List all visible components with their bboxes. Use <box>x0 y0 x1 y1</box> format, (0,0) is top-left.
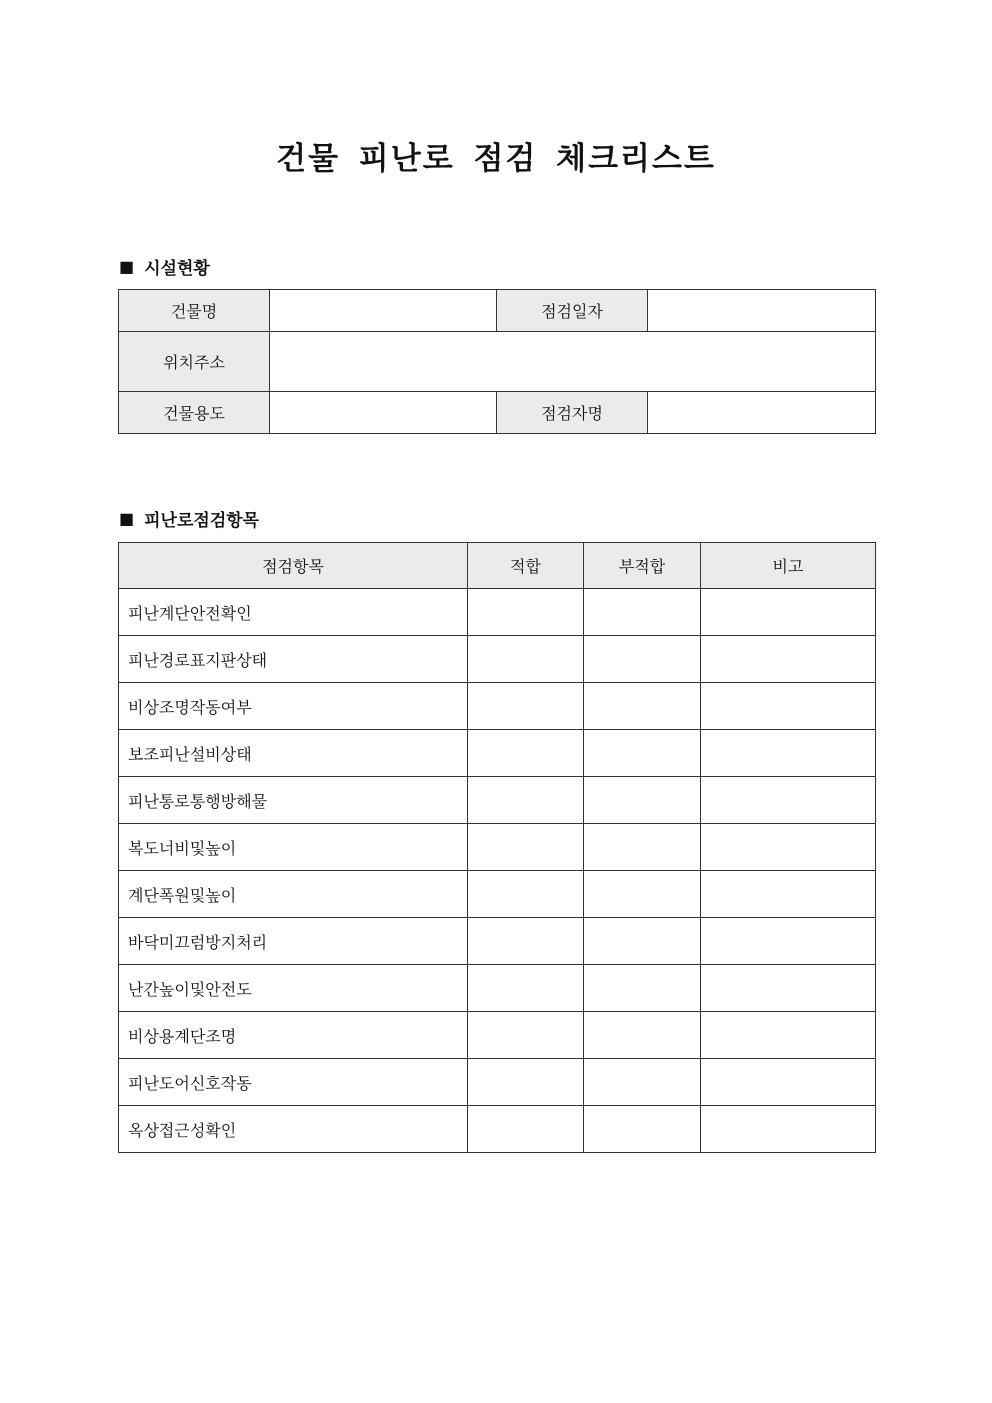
checklist-header-row <box>119 543 876 589</box>
fail-cell[interactable] <box>584 1059 701 1106</box>
pass-cell[interactable] <box>468 777 584 824</box>
fail-cell[interactable] <box>584 683 701 730</box>
column-header-fail: 부적합 <box>584 543 701 589</box>
fail-cell[interactable] <box>584 589 701 636</box>
checklist-section-heading <box>119 506 259 531</box>
checklist-item-label: 피난통로통행방해물 <box>119 777 468 824</box>
fail-cell[interactable] <box>584 730 701 777</box>
table-row <box>119 965 876 1012</box>
table-row <box>119 1012 876 1059</box>
checklist-item-label: 피난계단안전확인 <box>119 589 468 636</box>
remarks-cell[interactable] <box>701 683 876 730</box>
remarks-cell[interactable] <box>701 730 876 777</box>
pass-cell[interactable] <box>468 918 584 965</box>
checklist-item-label: 피난경로표지판상태 <box>119 636 468 683</box>
pass-cell[interactable] <box>468 1012 584 1059</box>
table-row <box>119 589 876 636</box>
remarks-cell[interactable] <box>701 1012 876 1059</box>
checklist-item-label: 계단폭원및높이 <box>119 871 468 918</box>
pass-cell[interactable] <box>468 871 584 918</box>
remarks-cell[interactable] <box>701 918 876 965</box>
table-row <box>119 730 876 777</box>
checklist-item-label: 난간높이및안전도 <box>119 965 468 1012</box>
remarks-cell[interactable] <box>701 965 876 1012</box>
facility-row <box>119 332 876 392</box>
square-bullet-icon: ■ <box>119 509 135 528</box>
inspection-date-label: 점검일자 <box>497 290 648 332</box>
table-row <box>119 824 876 871</box>
table-row <box>119 918 876 965</box>
fail-cell[interactable] <box>584 871 701 918</box>
pass-cell[interactable] <box>468 636 584 683</box>
remarks-cell[interactable] <box>701 1106 876 1153</box>
facility-section-heading <box>119 254 210 279</box>
checklist-item-label: 비상용계단조명 <box>119 1012 468 1059</box>
building-name-label: 건물명 <box>119 290 270 332</box>
pass-cell[interactable] <box>468 730 584 777</box>
checklist-item-label: 복도너비및높이 <box>119 824 468 871</box>
facility-row <box>119 290 876 332</box>
table-row <box>119 636 876 683</box>
building-name-field[interactable] <box>270 290 497 332</box>
address-label: 위치주소 <box>119 332 270 392</box>
fail-cell[interactable] <box>584 1012 701 1059</box>
address-field[interactable] <box>270 332 876 392</box>
fail-cell[interactable] <box>584 918 701 965</box>
remarks-cell[interactable] <box>701 1059 876 1106</box>
fail-cell[interactable] <box>584 777 701 824</box>
fail-cell[interactable] <box>584 1106 701 1153</box>
pass-cell[interactable] <box>468 824 584 871</box>
checklist-item-label: 바닥미끄럼방지처리 <box>119 918 468 965</box>
checklist-item-label: 피난도어신호작동 <box>119 1059 468 1106</box>
inspector-label: 점검자명 <box>497 392 648 434</box>
fail-cell[interactable] <box>584 824 701 871</box>
remarks-cell[interactable] <box>701 589 876 636</box>
page-title: 건물 피난로 점검 체크리스트 <box>276 141 716 177</box>
checklist-section-title: 피난로점검항목 <box>144 511 260 531</box>
pass-cell[interactable] <box>468 589 584 636</box>
pass-cell[interactable] <box>468 683 584 730</box>
pass-cell[interactable] <box>468 965 584 1012</box>
table-row <box>119 1106 876 1153</box>
remarks-cell[interactable] <box>701 824 876 871</box>
pass-cell[interactable] <box>468 1106 584 1153</box>
pass-cell[interactable] <box>468 1059 584 1106</box>
table-row <box>119 683 876 730</box>
column-header-remarks: 비고 <box>701 543 876 589</box>
remarks-cell[interactable] <box>701 777 876 824</box>
remarks-cell[interactable] <box>701 871 876 918</box>
checklist-item-label: 옥상접근성확인 <box>119 1106 468 1153</box>
building-use-field[interactable] <box>270 392 497 434</box>
facility-section-title: 시설현황 <box>144 259 210 279</box>
inspection-date-field[interactable] <box>648 290 876 332</box>
facility-info-table <box>118 289 876 434</box>
inspector-field[interactable] <box>648 392 876 434</box>
checklist-item-label: 비상조명작동여부 <box>119 683 468 730</box>
square-bullet-icon: ■ <box>119 257 135 276</box>
remarks-cell[interactable] <box>701 636 876 683</box>
table-row <box>119 777 876 824</box>
table-row <box>119 871 876 918</box>
checklist-table <box>118 542 876 1153</box>
fail-cell[interactable] <box>584 965 701 1012</box>
column-header-item: 점검항목 <box>119 543 468 589</box>
facility-row <box>119 392 876 434</box>
checklist-item-label: 보조피난설비상태 <box>119 730 468 777</box>
building-use-label: 건물용도 <box>119 392 270 434</box>
table-row <box>119 1059 876 1106</box>
fail-cell[interactable] <box>584 636 701 683</box>
column-header-pass: 적합 <box>468 543 584 589</box>
